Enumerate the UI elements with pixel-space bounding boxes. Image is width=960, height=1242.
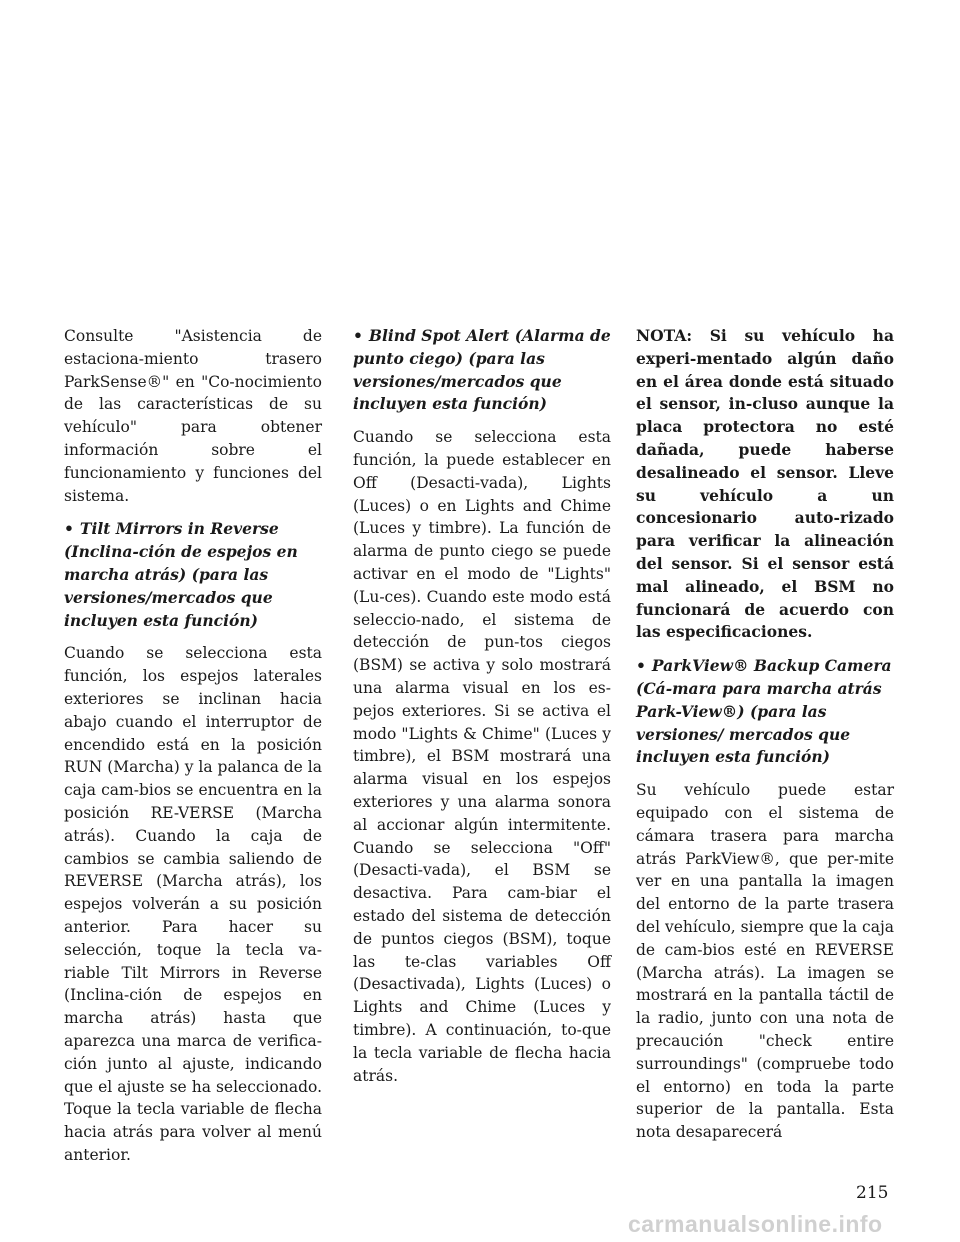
watermark: carmanualsonline.info bbox=[628, 1211, 883, 1237]
bullet-icon: • bbox=[353, 326, 363, 345]
column-left bbox=[64, 325, 322, 1178]
parkview-paragraph: Su vehículo puede estar equipado con el sistema de cámara trasera para marcha atrás ParkView®, que per-mite ver en una pantalla la imagen del entorno de la parte trasera del vehículo, siempre que la caja de cam-bios esté en REVERSE (Marcha atrás). La imagen se mostrará en la pantalla táctil de la radio, junto con una nota de precaución "check entire surroundings" (compruebe todo el entorno) en toda la parte superior de la pantalla. Esta nota desaparecerá bbox=[636, 781, 894, 1142]
tilt-mirrors-paragraph: Cuando se selecciona esta función, los espejos laterales exteriores se inclinan hacia abajo cuando el interruptor de encendido está en la posición RUN (Marcha) y la palanca de la caja cam-bios se encuentra en la posición RE-VERSE (Marcha atrás). Cuando la caja de cambios se cambia saliendo de REVERSE (Marcha atrás), los espejos volverán a su posición anterior. Para hacer su selección, toque la tecla va-riable Tilt Mirrors in Reverse (Inclina-ción de espejos en marcha atrás) hasta que aparezca una marca de verifica-ción junto al ajuste, indicando que el ajuste se ha seleccionado. Toque la tecla variable de flecha hacia atrás para volver al menú anterior. bbox=[64, 644, 322, 1164]
column-right bbox=[636, 325, 894, 1155]
bullet-icon: • bbox=[64, 519, 74, 539]
bullet-heading-tilt-mirrors bbox=[64, 518, 322, 632]
column-middle bbox=[353, 325, 611, 1098]
bullet-heading-text: Tilt Mirrors in Reverse (Inclina-ción de espejos en marcha atrás) (para las versiones/mercados que incluyen esta función) bbox=[64, 519, 298, 630]
bullet-icon: • bbox=[636, 656, 646, 676]
page-number: 215 bbox=[856, 1183, 889, 1203]
bullet-heading-text: Blind Spot Alert (Alarma de punto ciego) (para las versiones/mercados que incluyen esta función) bbox=[353, 326, 611, 414]
bullet-heading-blind-spot bbox=[353, 325, 611, 416]
intro-paragraph: Consulte "Asistencia de estaciona-miento trasero ParkSense®" en "Co-nocimiento de las características de su vehículo" para obtener información sobre el funcionamiento y funciones del sistema. bbox=[64, 327, 322, 505]
note-paragraph: NOTA: Si su vehículo ha experi-mentado algún daño en el área donde está situado el sensor, in-cluso aunque la placa protectora no esté dañada, puede haberse desalineado el sensor. Lleve su vehículo a un concesionario auto-rizado para verificar la alineación del sensor. Si el sensor está mal alineado, el BSM no funcionará de acuerdo con las especificaciones. bbox=[636, 326, 894, 642]
blind-spot-paragraph: Cuando se selecciona esta función, la puede establecer en Off (Desacti-vada), Lights (Luces) o en Lights and Chime (Luces y timbre). La función de alarma de punto ciego se puede activar en el modo de "Lights" (Lu-ces). Cuando este modo está seleccio-nado, el sistema de detección de pun-tos ciegos (BSM) se activa y solo mostrará una alarma visual en los es-pejos exteriores. Si se activa el modo "Lights & Chime" (Luces y timbre), el BSM mostrará una alarma visual en los espejos exteriores y una alarma sonora al accionar algún intermitente. Cuando se selecciona "Off" (Desacti-vada), el BSM se desactiva. Para cam-biar el estado del sistema de detección de puntos ciegos (BSM), toque las te-clas variables Off (Desactivada), Lights (Luces) o Lights and Chime (Luces y timbre). A continuación, to-que la tecla variable de flecha hacia atrás. bbox=[353, 428, 611, 1085]
bullet-heading-text: ParkView® Backup Camera (Cá-mara para marcha atrás Park-View®) (para las versiones/ mercados que incluyen esta función) bbox=[636, 656, 892, 767]
bullet-heading-parkview bbox=[636, 655, 894, 769]
